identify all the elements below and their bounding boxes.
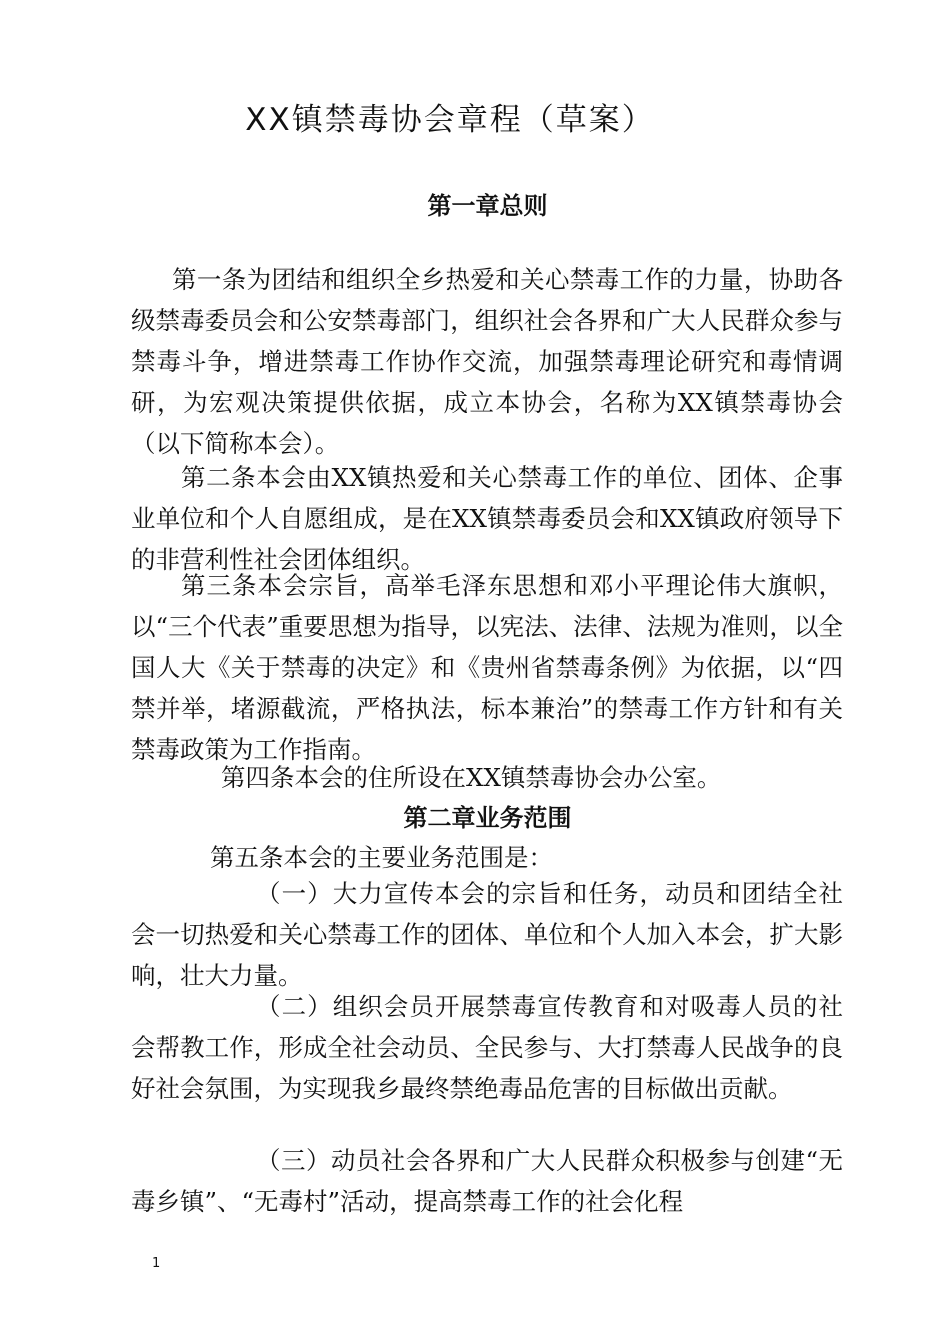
article-paragraph: 第一条为团结和组织全乡热爱和关心禁毒工作的力量，协助各级禁毒委员会和公安禁毒部门，组织社会各界和广大人民群众参与禁毒斗争，增进禁毒工作协作交流，加强禁毒理论研究和毒情调研，为宏观决策提供依据，成立本协会，名称为XX镇禁毒协会（以下简称本会）。 (131, 265, 843, 458)
chapter-heading: 第一章总则 (427, 192, 548, 220)
list-item: （一）大力宣传本会的宗旨和任务，动员和团结全社会一切热爱和关心禁毒工作的团体、单位和个人加入本会，扩大影响，壮大力量。 (131, 879, 843, 990)
list-item: （三）动员社会各界和广大人民群众积极参与创建“无毒乡镇”、“无毒村”活动，提高禁毒工作的社会化程 (131, 1146, 843, 1216)
page-number: 1 (152, 1256, 161, 1271)
list-item: （二）组织会员开展禁毒宣传教育和对吸毒人员的社会帮教工作，形成全社会动员、全民参与、大打禁毒人民战争的良好社会氛围，为实现我乡最终禁绝毒品危害的目标做出贡献。 (131, 992, 843, 1103)
article-paragraph: 第二条本会由XX镇热爱和关心禁毒工作的单位、团体、企事业单位和个人自愿组成，是在XX镇禁毒委员会和XX镇政府领导下的非营利性社会团体组织。 (131, 463, 843, 574)
article-paragraph: 第三条本会宗旨，高举毛泽东思想和邓小平理论伟大旗帜，以“三个代表”重要思想为指导，以宪法、法律、法规为准则，以全国人大《关于禁毒的决定》和《贵州省禁毒条例》为依据，以“四禁并举，堵源截流，严格执法，标本兼治”的禁毒工作方针和有关禁毒政策为工作指南。 (131, 571, 843, 764)
document-title: XX镇禁毒协会章程（草案） (245, 102, 655, 138)
chapter-heading: 第二章业务范围 (403, 804, 572, 832)
article-paragraph: 第四条本会的住所设在XX镇禁毒协会办公室。 (221, 763, 722, 792)
article-paragraph: 第五条本会的主要业务范围是： (210, 843, 553, 872)
